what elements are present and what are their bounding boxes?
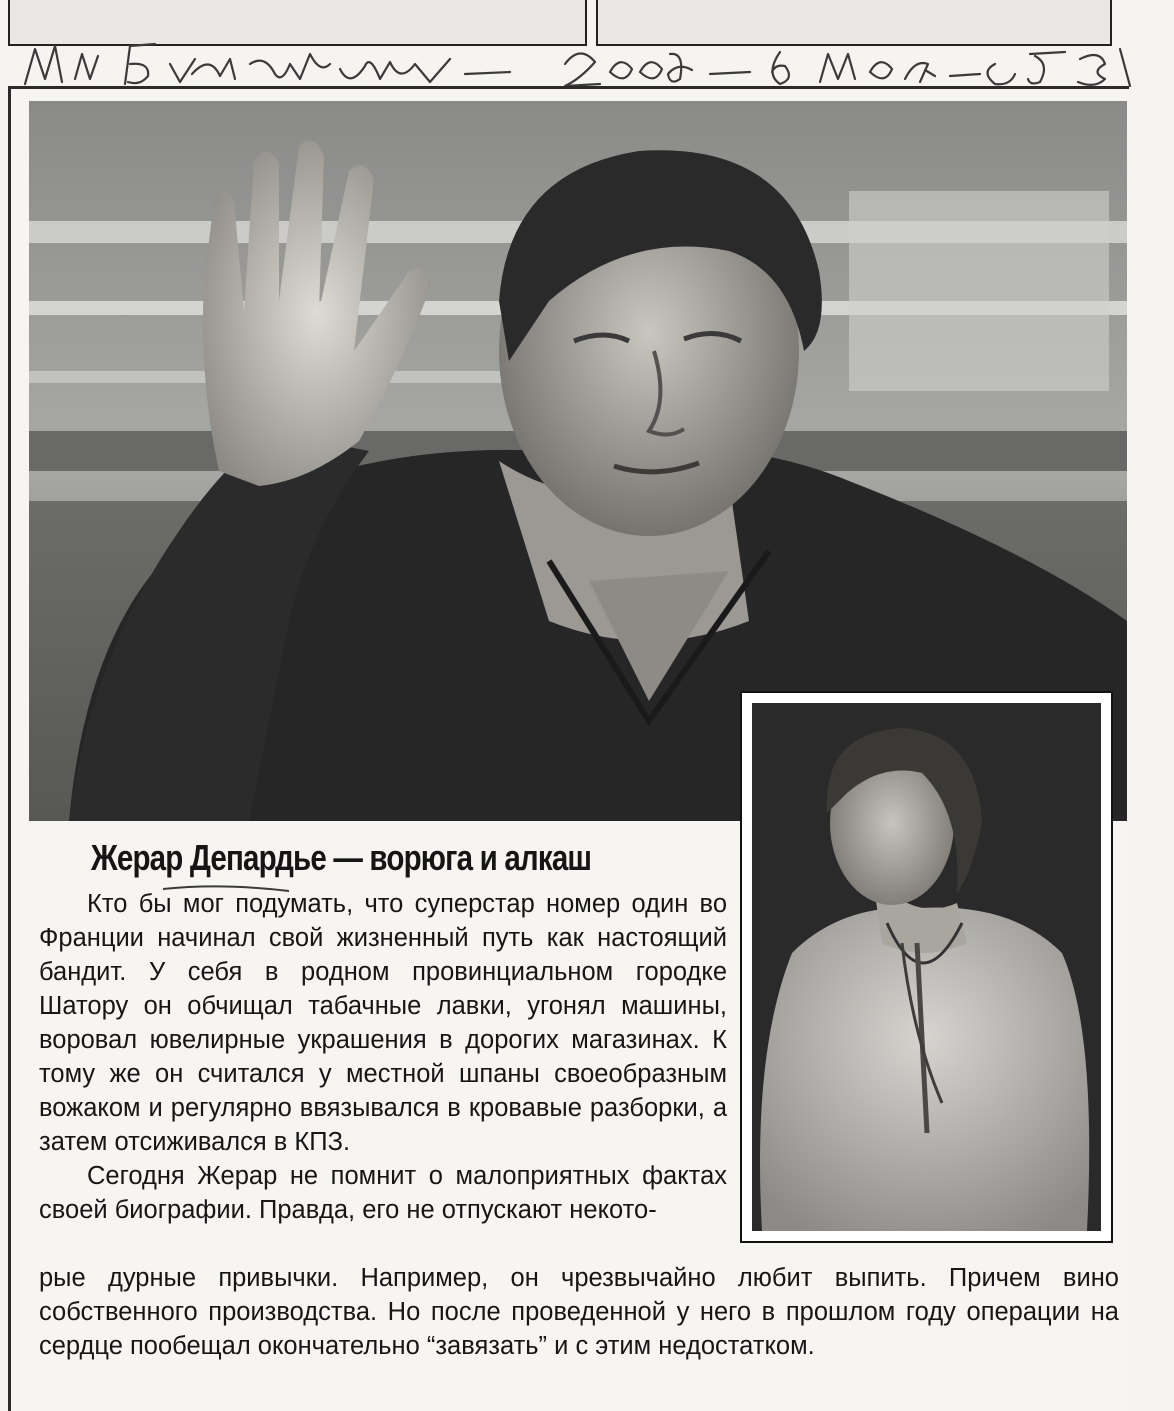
inset-photo-frame <box>752 703 1101 1231</box>
article-headline: Жерар Депардье — ворюга и алкаш <box>91 837 592 878</box>
article-paragraph-2-head: Сегодня Жерар не помнит о малоприятных фактах своей биографии. Правда, его не отпускают некото- <box>39 1162 727 1224</box>
article-paragraph-1: Кто бы мог подумать, что суперстар номер один во Франции начинал свой жизненный путь как настоящий бандит. У себя в родном провинциальном городке Шатору он обчищал табачные лавки, угонял машины, воровал ювелирные украшения в дорогих магазинах. К тому же он считался у местной шпаны своеобразным вожаком и регулярно ввязывался в кровавые разборки, а затем отсиживался в КПЗ. <box>39 890 727 1156</box>
inset-photo-young-man <box>740 691 1113 1243</box>
handwriting-scribble <box>20 34 1170 94</box>
inset-photo-image <box>752 703 1101 1231</box>
article-body-column <box>39 887 727 1227</box>
article-body-full-width <box>39 1261 1119 1363</box>
article-clipping <box>8 86 1129 1411</box>
handwritten-annotation <box>20 34 1170 94</box>
article-paragraph-2-tail: рые дурные привычки. Например, он чрезвычайно любит выпить. Причем вино собственного производства. Но после проведенной у него в прошлом году операции на сердце пообещал окончательно “завязать” и с этим недостатком. <box>39 1264 1119 1360</box>
